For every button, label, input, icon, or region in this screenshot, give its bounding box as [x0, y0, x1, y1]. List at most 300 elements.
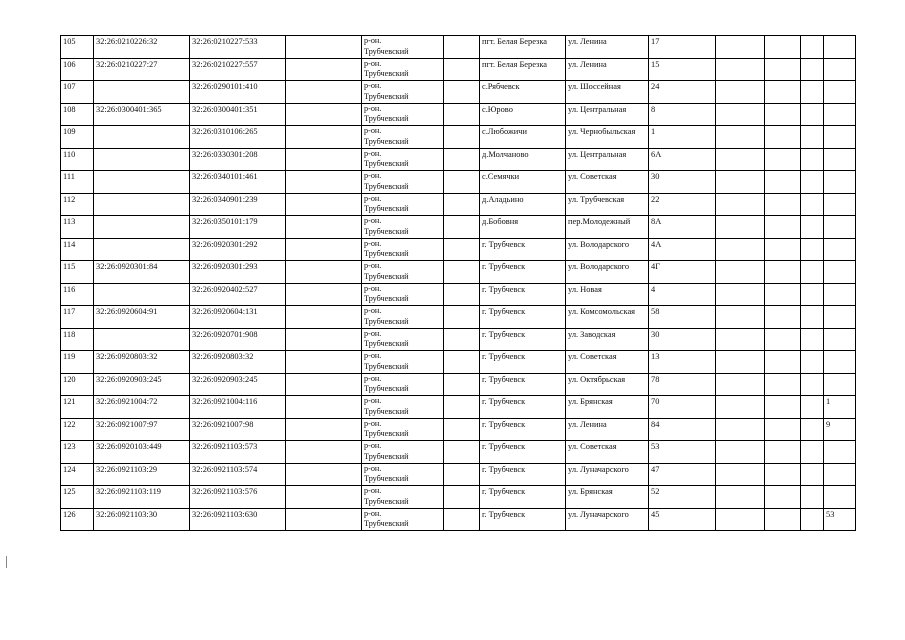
empty-cell	[765, 351, 801, 374]
cadastral-number-2-cell: 32:26:0330301:208	[190, 148, 286, 171]
empty-cell	[801, 81, 824, 104]
empty-cell	[286, 36, 362, 59]
scan-artifact-mark	[6, 556, 7, 568]
cadastral-number-2-cell: 32:26:0921103:630	[190, 508, 286, 531]
locality-cell: д.Молчаново	[480, 148, 566, 171]
row-number-cell: 114	[61, 238, 94, 261]
district-prefix: р-он.	[364, 418, 382, 428]
empty-cell	[286, 463, 362, 486]
district-name: Трубчевский	[364, 384, 409, 393]
empty-cell	[286, 486, 362, 509]
row-number-cell: 113	[61, 216, 94, 239]
district-prefix: р-он.	[364, 328, 382, 338]
district-cell	[362, 283, 444, 306]
empty-cell	[801, 193, 824, 216]
empty-cell	[801, 103, 824, 126]
cadastral-number-2-cell: 32:26:0920903:245	[190, 373, 286, 396]
cadastral-number-2-cell: 32:26:0340101:461	[190, 171, 286, 194]
apartment-cell	[824, 148, 856, 171]
cadastral-number-2-cell: 32:26:0921103:573	[190, 441, 286, 464]
cadastral-number-1-cell: 32:26:0921103:119	[94, 486, 190, 509]
empty-cell	[801, 58, 824, 81]
cadastral-number-2-cell: 32:26:0350101:179	[190, 216, 286, 239]
locality-cell: д.Бобовня	[480, 216, 566, 239]
empty-cell	[765, 81, 801, 104]
house-number-cell: 30	[649, 171, 716, 194]
district-cell	[362, 373, 444, 396]
cadastral-number-1-cell: 32:26:0920803:32	[94, 351, 190, 374]
empty-cell	[716, 463, 765, 486]
table-row	[61, 441, 856, 464]
district-cell	[362, 103, 444, 126]
cadastral-number-2-cell: 32:26:0920402:527	[190, 283, 286, 306]
district-cell	[362, 238, 444, 261]
district-name: Трубчевский	[364, 91, 409, 101]
empty-cell	[444, 441, 480, 464]
locality-cell: г. Трубчевск	[480, 441, 566, 464]
locality-cell: г. Трубчевск	[480, 373, 566, 396]
house-number-cell: 58	[649, 306, 716, 329]
street-cell: ул. Шоссейная	[566, 81, 649, 104]
empty-cell	[801, 396, 824, 419]
apartment-cell	[824, 486, 856, 509]
empty-cell	[444, 486, 480, 509]
cadastral-number-2-cell: 32:26:0921004:116	[190, 396, 286, 419]
district-cell	[362, 486, 444, 509]
table-row	[61, 463, 856, 486]
house-number-cell: 4А	[649, 238, 716, 261]
house-number-cell: 45	[649, 508, 716, 531]
cadastral-number-1-cell	[94, 216, 190, 239]
cadastral-number-1-cell: 32:26:0921004:72	[94, 396, 190, 419]
empty-cell	[716, 328, 765, 351]
apartment-cell	[824, 103, 856, 126]
empty-cell	[444, 261, 480, 284]
apartment-cell	[824, 58, 856, 81]
table-row	[61, 103, 856, 126]
house-number-cell: 1	[649, 126, 716, 149]
house-number-cell: 4Г	[649, 261, 716, 284]
district-name: Трубчевский	[364, 181, 409, 191]
empty-cell	[765, 306, 801, 329]
table-row	[61, 81, 856, 104]
district-prefix: р-он.	[364, 81, 382, 90]
cadastral-number-2-cell: 32:26:0920301:293	[190, 261, 286, 284]
empty-cell	[286, 508, 362, 531]
empty-cell	[801, 238, 824, 261]
cadastral-number-1-cell: 32:26:0921103:29	[94, 463, 190, 486]
street-cell: ул. Ленина	[566, 418, 649, 441]
table-row	[61, 418, 856, 441]
empty-cell	[765, 216, 801, 239]
empty-cell	[444, 148, 480, 171]
locality-cell: г. Трубчевск	[480, 508, 566, 531]
empty-cell	[801, 351, 824, 374]
empty-cell	[716, 193, 765, 216]
row-number-cell: 116	[61, 283, 94, 306]
empty-cell	[444, 306, 480, 329]
row-number-cell: 123	[61, 441, 94, 464]
empty-cell	[286, 261, 362, 284]
locality-cell: г. Трубчевск	[480, 328, 566, 351]
empty-cell	[286, 148, 362, 171]
apartment-cell	[824, 36, 856, 59]
empty-cell	[716, 396, 765, 419]
empty-cell	[286, 441, 362, 464]
empty-cell	[444, 171, 480, 194]
empty-cell	[801, 418, 824, 441]
empty-cell	[716, 441, 765, 464]
empty-cell	[801, 126, 824, 149]
district-name: Трубчевский	[364, 496, 409, 506]
empty-cell	[286, 193, 362, 216]
empty-cell	[716, 216, 765, 239]
table-row	[61, 351, 856, 374]
row-number-cell: 119	[61, 351, 94, 374]
house-number-cell: 70	[649, 396, 716, 419]
empty-cell	[716, 81, 765, 104]
empty-cell	[716, 261, 765, 284]
row-number-cell: 111	[61, 171, 94, 194]
street-cell: ул. Ленина	[566, 36, 649, 59]
table-row	[61, 328, 856, 351]
cadastral-number-1-cell: 32:26:0920103:449	[94, 441, 190, 464]
cadastral-number-1-cell	[94, 126, 190, 149]
empty-cell	[444, 463, 480, 486]
house-number-cell: 78	[649, 373, 716, 396]
district-cell	[362, 463, 444, 486]
empty-cell	[801, 171, 824, 194]
district-cell	[362, 81, 444, 104]
empty-cell	[716, 283, 765, 306]
street-cell: ул. Луначарского	[566, 463, 649, 486]
empty-cell	[716, 103, 765, 126]
empty-cell	[801, 486, 824, 509]
empty-cell	[286, 328, 362, 351]
cadastral-number-1-cell: 32:26:0210227:27	[94, 58, 190, 81]
empty-cell	[801, 148, 824, 171]
street-cell: ул. Луначарского	[566, 508, 649, 531]
apartment-cell	[824, 238, 856, 261]
empty-cell	[765, 373, 801, 396]
district-name: Трубчевский	[364, 316, 409, 326]
empty-cell	[444, 373, 480, 396]
apartment-cell	[824, 328, 856, 351]
cadastral-number-2-cell: 32:26:0210227:557	[190, 58, 286, 81]
table-row	[61, 193, 856, 216]
empty-cell	[765, 463, 801, 486]
empty-cell	[765, 36, 801, 59]
empty-cell	[716, 58, 765, 81]
table-row	[61, 58, 856, 81]
apartment-cell: 1	[824, 396, 856, 419]
apartment-cell	[824, 351, 856, 374]
district-name: Трубчевский	[364, 69, 409, 78]
apartment-cell	[824, 373, 856, 396]
empty-cell	[444, 81, 480, 104]
empty-cell	[716, 238, 765, 261]
district-prefix: р-он.	[364, 193, 382, 203]
street-cell: ул. Володарского	[566, 261, 649, 284]
street-cell: ул. Октябрьская	[566, 373, 649, 396]
empty-cell	[286, 171, 362, 194]
table-row	[61, 126, 856, 149]
street-cell: ул. Ленина	[566, 58, 649, 81]
locality-cell: г. Трубчевск	[480, 486, 566, 509]
locality-cell: с.Юрово	[480, 103, 566, 126]
empty-cell	[286, 238, 362, 261]
table-body	[61, 36, 856, 531]
district-name: Трубчевский	[364, 204, 409, 213]
district-name: Трубчевский	[364, 249, 409, 258]
cadastral-number-1-cell: 32:26:0210226:32	[94, 36, 190, 59]
table-row	[61, 238, 856, 261]
district-cell	[362, 328, 444, 351]
apartment-cell	[824, 126, 856, 149]
empty-cell	[801, 261, 824, 284]
street-cell: ул. Центральная	[566, 148, 649, 171]
empty-cell	[716, 36, 765, 59]
cadastral-number-1-cell: 32:26:0920903:245	[94, 373, 190, 396]
table-row	[61, 486, 856, 509]
empty-cell	[716, 171, 765, 194]
district-name: Трубчевский	[364, 46, 409, 56]
locality-cell: г. Трубчевск	[480, 261, 566, 284]
district-cell	[362, 148, 444, 171]
apartment-cell	[824, 171, 856, 194]
district-prefix: р-он.	[364, 396, 382, 405]
district-cell	[362, 126, 444, 149]
apartment-cell	[824, 261, 856, 284]
empty-cell	[286, 58, 362, 81]
district-prefix: р-он.	[364, 36, 382, 45]
empty-cell	[765, 58, 801, 81]
empty-cell	[286, 103, 362, 126]
cadastral-number-1-cell: 32:26:0300401:365	[94, 103, 190, 126]
table-row	[61, 306, 856, 329]
locality-cell: с.Любожичи	[480, 126, 566, 149]
empty-cell	[286, 306, 362, 329]
house-number-cell: 17	[649, 36, 716, 59]
empty-cell	[801, 508, 824, 531]
empty-cell	[286, 396, 362, 419]
district-name: Трубчевский	[364, 159, 409, 168]
empty-cell	[765, 418, 801, 441]
cadastral-number-2-cell: 32:26:0921103:576	[190, 486, 286, 509]
empty-cell	[444, 103, 480, 126]
street-cell: ул. Новая	[566, 283, 649, 306]
apartment-cell	[824, 193, 856, 216]
district-cell	[362, 508, 444, 531]
district-prefix: р-он.	[364, 306, 382, 315]
district-prefix: р-он.	[364, 148, 382, 158]
house-number-cell: 15	[649, 58, 716, 81]
district-cell	[362, 261, 444, 284]
district-prefix: р-он.	[364, 463, 382, 473]
locality-cell: г. Трубчевск	[480, 418, 566, 441]
apartment-cell	[824, 306, 856, 329]
district-prefix: р-он.	[364, 103, 382, 113]
empty-cell	[765, 261, 801, 284]
cadastral-number-2-cell: 32:26:0300401:351	[190, 103, 286, 126]
district-name: Трубчевский	[364, 271, 409, 281]
empty-cell	[444, 283, 480, 306]
house-number-cell: 52	[649, 486, 716, 509]
cadastral-number-2-cell: 32:26:0290101:410	[190, 81, 286, 104]
house-number-cell: 6А	[649, 148, 716, 171]
street-cell: ул. Володарского	[566, 238, 649, 261]
empty-cell	[286, 216, 362, 239]
house-number-cell: 47	[649, 463, 716, 486]
district-prefix: р-он.	[364, 171, 382, 180]
empty-cell	[765, 328, 801, 351]
empty-cell	[801, 36, 824, 59]
locality-cell: пгт. Белая Березка	[480, 58, 566, 81]
locality-cell: г. Трубчевск	[480, 463, 566, 486]
empty-cell	[801, 328, 824, 351]
empty-cell	[765, 441, 801, 464]
district-prefix: р-он.	[364, 441, 382, 450]
empty-cell	[765, 283, 801, 306]
street-cell: ул. Центральная	[566, 103, 649, 126]
cadastral-number-2-cell: 32:26:0340901:239	[190, 193, 286, 216]
row-number-cell: 124	[61, 463, 94, 486]
district-cell	[362, 441, 444, 464]
empty-cell	[716, 306, 765, 329]
cadastral-number-1-cell	[94, 148, 190, 171]
locality-cell: с.Рябчевск	[480, 81, 566, 104]
empty-cell	[444, 58, 480, 81]
district-cell	[362, 418, 444, 441]
table-row	[61, 373, 856, 396]
cadastral-number-2-cell: 32:26:0920803:32	[190, 351, 286, 374]
district-prefix: р-он.	[364, 126, 382, 135]
empty-cell	[444, 216, 480, 239]
cadastral-number-1-cell: 32:26:0921007:97	[94, 418, 190, 441]
empty-cell	[765, 126, 801, 149]
row-number-cell: 108	[61, 103, 94, 126]
locality-cell: г. Трубчевск	[480, 283, 566, 306]
house-number-cell: 84	[649, 418, 716, 441]
row-number-cell: 106	[61, 58, 94, 81]
street-cell: ул. Советская	[566, 351, 649, 374]
apartment-cell	[824, 81, 856, 104]
street-cell: ул. Советская	[566, 441, 649, 464]
table-row	[61, 396, 856, 419]
district-prefix: р-он.	[364, 216, 382, 225]
district-cell	[362, 193, 444, 216]
table-row	[61, 261, 856, 284]
district-name: Трубчевский	[364, 361, 409, 371]
district-name: Трубчевский	[364, 406, 409, 416]
row-number-cell: 118	[61, 328, 94, 351]
row-number-cell: 109	[61, 126, 94, 149]
empty-cell	[286, 351, 362, 374]
cadastral-number-2-cell: 32:26:0310106:265	[190, 126, 286, 149]
empty-cell	[444, 193, 480, 216]
district-prefix: р-он.	[364, 351, 382, 360]
empty-cell	[716, 126, 765, 149]
empty-cell	[286, 418, 362, 441]
street-cell: ул. Брянская	[566, 486, 649, 509]
district-name: Трубчевский	[364, 136, 409, 146]
property-register-table	[60, 35, 856, 531]
row-number-cell: 112	[61, 193, 94, 216]
locality-cell: г. Трубчевск	[480, 351, 566, 374]
cadastral-number-1-cell	[94, 81, 190, 104]
house-number-cell: 8	[649, 103, 716, 126]
cadastral-number-2-cell: 32:26:0921007:98	[190, 418, 286, 441]
cadastral-number-1-cell	[94, 193, 190, 216]
empty-cell	[765, 486, 801, 509]
street-cell: ул. Трубчевская	[566, 193, 649, 216]
house-number-cell: 22	[649, 193, 716, 216]
district-prefix: р-он.	[364, 373, 382, 383]
locality-cell: с.Семячки	[480, 171, 566, 194]
table-row	[61, 148, 856, 171]
empty-cell	[716, 418, 765, 441]
locality-cell: д.Аладьино	[480, 193, 566, 216]
empty-cell	[286, 81, 362, 104]
district-name: Трубчевский	[364, 226, 409, 236]
district-cell	[362, 351, 444, 374]
district-name: Трубчевский	[364, 474, 409, 483]
house-number-cell: 24	[649, 81, 716, 104]
empty-cell	[765, 103, 801, 126]
empty-cell	[801, 441, 824, 464]
apartment-cell	[824, 463, 856, 486]
empty-cell	[765, 171, 801, 194]
street-cell: ул. Комсомольская	[566, 306, 649, 329]
district-prefix: р-он.	[364, 508, 382, 518]
row-number-cell: 126	[61, 508, 94, 531]
district-name: Трубчевский	[364, 451, 409, 461]
empty-cell	[444, 238, 480, 261]
cadastral-number-2-cell: 32:26:0210227:533	[190, 36, 286, 59]
district-prefix: р-он.	[364, 486, 382, 495]
house-number-cell: 8А	[649, 216, 716, 239]
district-cell	[362, 306, 444, 329]
house-number-cell: 4	[649, 283, 716, 306]
row-number-cell: 110	[61, 148, 94, 171]
table-row	[61, 171, 856, 194]
cadastral-number-1-cell	[94, 283, 190, 306]
apartment-cell: 53	[824, 508, 856, 531]
street-cell: ул. Брянская	[566, 396, 649, 419]
empty-cell	[765, 148, 801, 171]
empty-cell	[286, 126, 362, 149]
row-number-cell: 117	[61, 306, 94, 329]
district-name: Трубчевский	[364, 429, 409, 438]
empty-cell	[716, 373, 765, 396]
row-number-cell: 122	[61, 418, 94, 441]
street-cell: ул. Заводская	[566, 328, 649, 351]
empty-cell	[286, 373, 362, 396]
empty-cell	[765, 508, 801, 531]
house-number-cell: 30	[649, 328, 716, 351]
cadastral-number-1-cell: 32:26:0920301:84	[94, 261, 190, 284]
cadastral-number-2-cell: 32:26:0920301:292	[190, 238, 286, 261]
row-number-cell: 120	[61, 373, 94, 396]
empty-cell	[716, 351, 765, 374]
empty-cell	[444, 36, 480, 59]
row-number-cell: 125	[61, 486, 94, 509]
row-number-cell: 107	[61, 81, 94, 104]
locality-cell: пгт. Белая Березка	[480, 36, 566, 59]
empty-cell	[444, 396, 480, 419]
district-prefix: р-он.	[364, 238, 382, 248]
empty-cell	[716, 486, 765, 509]
